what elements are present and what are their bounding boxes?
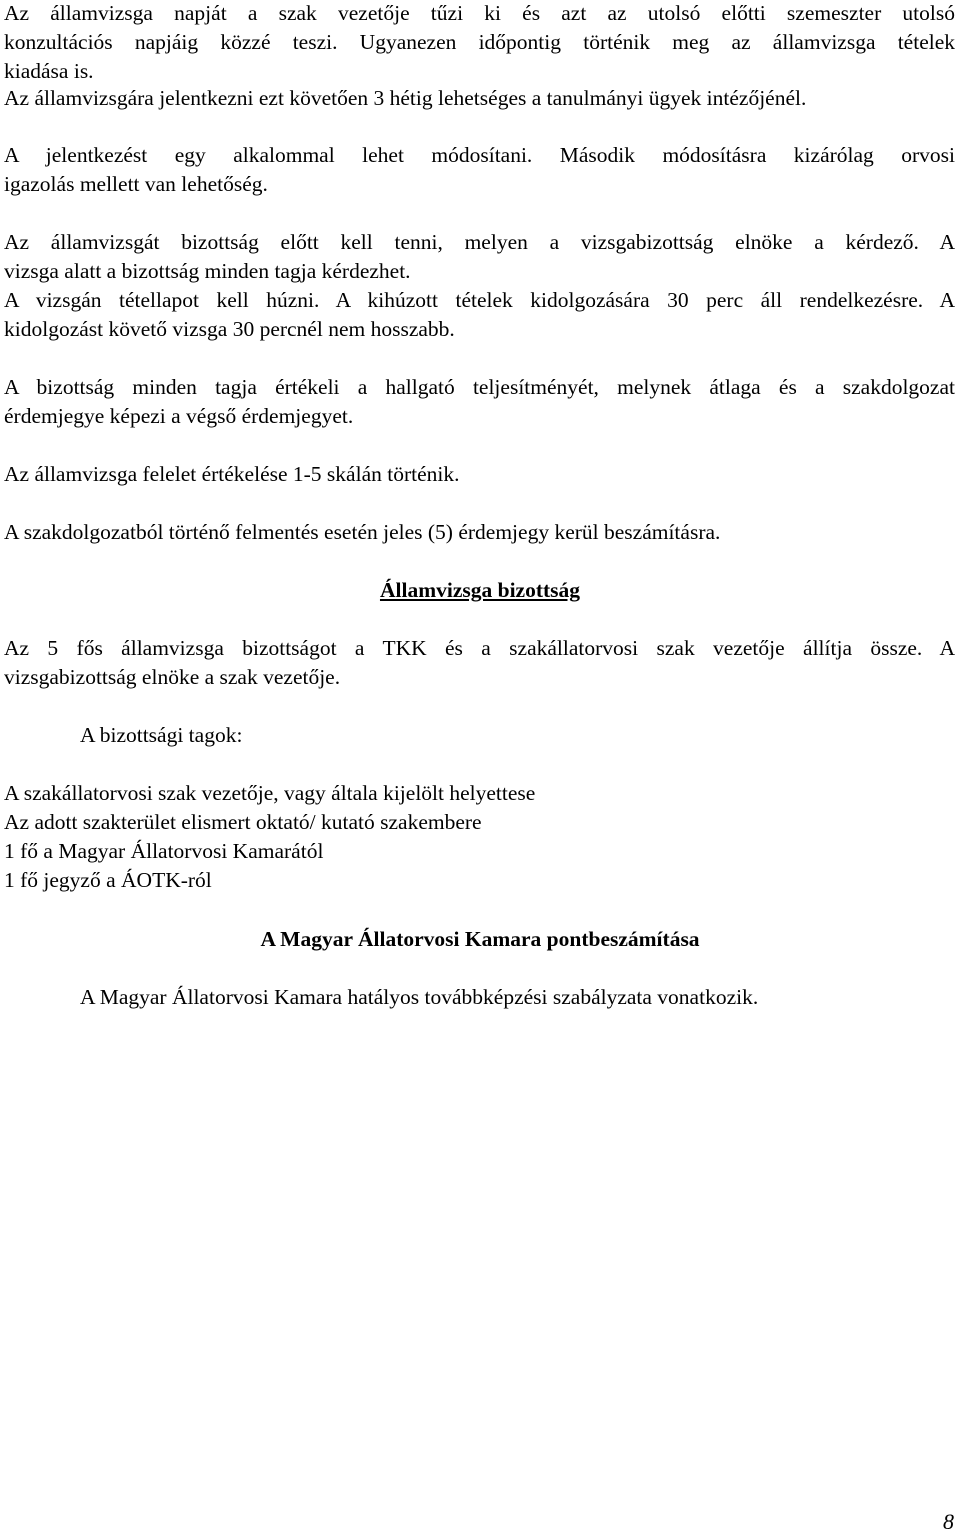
heading-kamara-pontbeszamitas: A Magyar Állatorvosi Kamara pontbeszámítása — [260, 927, 700, 951]
para3-line2: vizsga alatt a bizottság minden tagja kérdezhet. — [4, 259, 411, 283]
para2-line2: igazolás mellett van lehetőség. — [4, 172, 268, 196]
member-item: 1 fő jegyző a ÁOTK-ról — [4, 868, 212, 892]
para7-line1: Az 5 fős államvizsga bizottságot a TKK és a szakállatorvosi szak vezetője állítja össze. A — [4, 636, 955, 660]
para3-line4: kidolgozást követő vizsga 30 percnél nem hosszabb. — [4, 317, 455, 341]
para7-line2: vizsgabizottság elnöke a szak vezetője. — [4, 665, 341, 689]
para3-line1: Az államvizsgát bizottság előtt kell tenni, melyen a vizsgabizottság elnöke a kérdező. A — [4, 230, 955, 254]
heading-allamvizsga-bizottsag: Államvizsga bizottság — [379, 578, 581, 602]
member-item: A szakállatorvosi szak vezetője, vagy általa kijelölt helyettese — [4, 781, 536, 805]
member-item: Az adott szakterület elismert oktató/ kutató szakembere — [4, 810, 482, 834]
para1-line4: Az államvizsgára jelentkezni ezt követően 3 hétig lehetséges a tanulmányi ügyek intézőjénél. — [4, 86, 807, 110]
members-intro: A bizottsági tagok: — [80, 723, 243, 747]
para1-line2: konzultációs napjáig közzé teszi. Ugyanezen időpontig történik meg az államvizsga tételek — [4, 30, 955, 54]
page-number: 8 — [943, 1509, 954, 1534]
para4-line2: érdemjegye képezi a végső érdemjegyet. — [4, 404, 354, 428]
para2-line1: A jelentkezést egy alkalommal lehet módosítani. Második módosításra kizárólag orvosi — [4, 143, 955, 167]
para8: A Magyar Állatorvosi Kamara hatályos továbbképzési szabályzata vonatkozik. — [80, 985, 759, 1009]
member-item: 1 fő a Magyar Állatorvosi Kamarától — [4, 839, 324, 863]
para1-line1: Az államvizsga napját a szak vezetője tűzi ki és azt az utolsó előtti szemeszter utolsó — [4, 1, 955, 25]
para3-line3: A vizsgán tétellapot kell húzni. A kihúzott tételek kidolgozására 30 perc áll rendelkezésre. A — [4, 288, 955, 312]
para5: Az államvizsga felelet értékelése 1-5 skálán történik. — [4, 462, 460, 486]
para4-line1: A bizottság minden tagja értékeli a hallgató teljesítményét, melynek átlaga és a szakdolgozat — [4, 375, 955, 399]
para1-line3: kiadása is. — [4, 59, 94, 83]
para6: A szakdolgozatból történő felmentés esetén jeles (5) érdemjegy kerül beszámításra. — [4, 520, 721, 544]
